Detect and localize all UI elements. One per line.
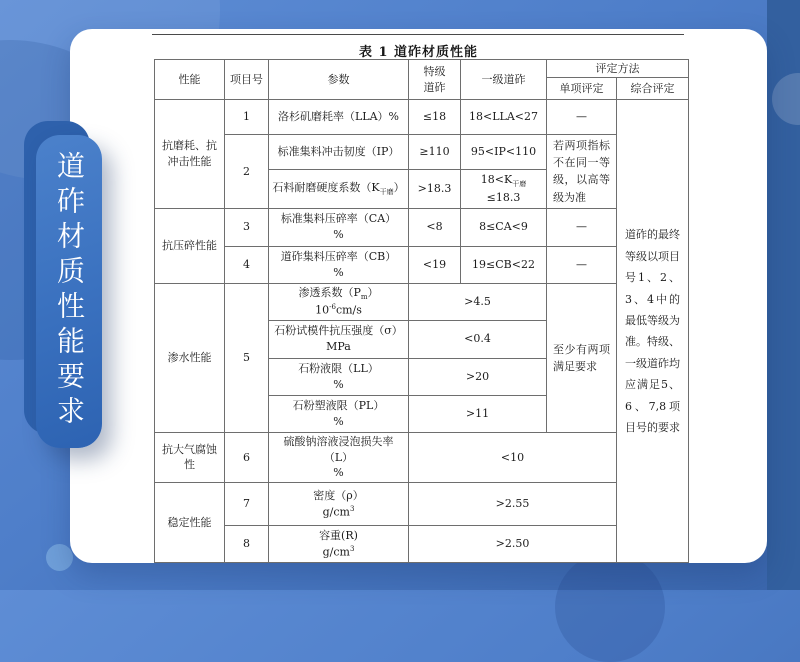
item-no: 8 (225, 526, 269, 563)
header-row-1 (155, 60, 689, 78)
item-no: 1 (225, 100, 269, 135)
table-row (155, 246, 689, 283)
grade-value: <0.4 (409, 320, 547, 358)
performance-group: 稳定性能 (155, 483, 225, 563)
grade-value: >11 (409, 395, 547, 432)
grade-value: >20 (409, 358, 547, 395)
single-eval: — (547, 208, 617, 246)
header-special-grade: 特级 道砟 (409, 60, 461, 100)
performance-group: 抗大气腐蚀性 (155, 432, 225, 483)
ballast-quality-table (154, 59, 689, 563)
header-parameter: 参数 (269, 60, 409, 100)
single-eval: — (547, 100, 617, 135)
table-row (155, 483, 689, 526)
first-grade-value: $18<K_{干磨}\le 18.3$ (461, 170, 547, 208)
parameter: 容重(R) $g/cm^3$ (269, 526, 409, 563)
parameter: 道砟集料压碎率（CB） % (269, 246, 409, 283)
header-eval-method: 评定方法 (547, 60, 689, 78)
header-single-eval: 单项评定 (547, 78, 617, 100)
table-row (155, 432, 689, 483)
first-grade-value: 19≤CB<22 (461, 246, 547, 283)
side-tab-label: 道砟材质性能要求 (54, 151, 85, 431)
ballast-quality-table-wrap (154, 59, 689, 563)
grade-value: >4.5 (409, 283, 547, 320)
parameter: 石粉试模件抗压强度（σ） MPa (269, 320, 409, 358)
parameter: 标准集料压碎率（CA） % (269, 208, 409, 246)
table-row (155, 100, 689, 135)
single-eval: — (547, 246, 617, 283)
parameter: 硫酸钠溶液浸泡损失率（L） % (269, 432, 409, 483)
parameter: 密度（ρ） $g/cm^3$ (269, 483, 409, 526)
first-grade-value: 18<LLA<27 (461, 100, 547, 135)
bottom-left-circle (46, 544, 73, 571)
parameter: 石粉塑液限（PL） % (269, 395, 409, 432)
parameter: 洛杉矶磨耗率（LLA）% (269, 100, 409, 135)
performance-group: 抗磨耗、抗冲击性能 (155, 100, 225, 208)
special-grade-value: ≤18 (409, 100, 461, 135)
table-row (155, 283, 689, 320)
performance-group: 抗压碎性能 (155, 208, 225, 283)
table-body (155, 100, 689, 563)
header-first-grade: 一级道砟 (461, 60, 547, 100)
special-grade-value: >18.3 (409, 170, 461, 208)
single-eval: 若两项指标不在同一等级，以高等级为准 (547, 135, 617, 208)
table-row (155, 135, 689, 170)
parameter: 石粉液限（LL） % (269, 358, 409, 395)
performance-group: 渗水性能 (155, 283, 225, 432)
background-circle-bottom (555, 552, 665, 662)
overall-eval: 道砟的最终等级以项目号1、2、3、4中的最低等级为准。特级、一级道砟均应满足5、6、7,8项目号的要求 (617, 100, 689, 563)
parameter: 石料耐磨硬度系数$(K_{干磨})$ (269, 170, 409, 208)
page-top-rule (152, 34, 684, 35)
item-no: 6 (225, 432, 269, 483)
document-panel (70, 29, 767, 563)
item-no: 4 (225, 246, 269, 283)
parameter: 标准集料冲击韧度（IP） (269, 135, 409, 170)
single-eval: 至少有两项满足要求 (547, 283, 617, 432)
special-grade-value: <19 (409, 246, 461, 283)
header-performance: 性能 (155, 60, 225, 100)
table-row (155, 526, 689, 563)
grade-value: >2.55 (409, 483, 617, 526)
item-no: 5 (225, 283, 269, 432)
parameter: 渗透系数$(P_m)$ $10^{-6}cm/s$ (269, 283, 409, 320)
special-grade-value: ≥110 (409, 135, 461, 170)
header-item-no: 项目号 (225, 60, 269, 100)
first-grade-value: 8≤CA<9 (461, 208, 547, 246)
item-no: 2 (225, 135, 269, 208)
side-tab-card[interactable] (36, 135, 102, 448)
grade-value: >2.50 (409, 526, 617, 563)
grade-value: <10 (409, 432, 617, 483)
first-grade-value: 95<IP<110 (461, 135, 547, 170)
item-no: 7 (225, 483, 269, 526)
special-grade-value: <8 (409, 208, 461, 246)
header-overall-eval: 综合评定 (617, 78, 689, 100)
table-title: 表 1 道砟材质性能 (358, 45, 479, 60)
item-no: 3 (225, 208, 269, 246)
table-row (155, 208, 689, 246)
